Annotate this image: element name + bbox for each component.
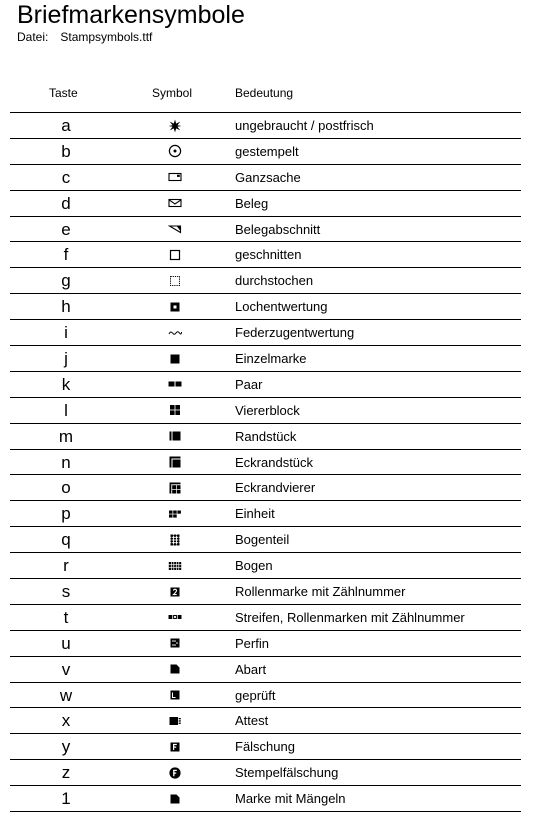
meaning-cell: Attest xyxy=(235,713,269,729)
header-meaning: Bedeutung xyxy=(235,86,294,100)
table-row xyxy=(10,631,521,657)
key-cell: f xyxy=(63,245,69,265)
table-row xyxy=(10,268,521,294)
margin-piece-icon xyxy=(155,424,195,449)
key-cell: t xyxy=(63,607,69,627)
key-cell: r xyxy=(63,556,69,576)
punched-square-icon xyxy=(155,294,195,319)
table-row xyxy=(10,191,521,217)
key-cell: b xyxy=(61,141,71,161)
table-row xyxy=(10,320,521,346)
full-sheet-icon xyxy=(155,553,195,578)
defect-icon xyxy=(155,786,195,811)
file-name: Stampsymbols.ttf xyxy=(60,30,153,44)
pair-icon xyxy=(155,372,195,397)
certificate-icon xyxy=(155,708,195,733)
meaning-cell: Fälschung xyxy=(235,739,295,755)
key-cell: y xyxy=(61,737,71,757)
meaning-cell: geprüft xyxy=(235,687,276,703)
key-cell: v xyxy=(61,659,71,679)
envelope-icon xyxy=(155,191,195,216)
block-of-four-icon xyxy=(155,398,195,423)
meaning-cell: Paar xyxy=(235,376,263,392)
table-row xyxy=(10,424,521,450)
perfin-icon xyxy=(155,631,195,656)
meaning-cell: geschnitten xyxy=(235,247,302,263)
meaning-cell: Marke mit Mängeln xyxy=(235,791,346,807)
meaning-cell: Ganzsache xyxy=(235,169,301,185)
wave-icon xyxy=(155,320,195,345)
table-row xyxy=(10,553,521,579)
meaning-cell: Federzugentwertung xyxy=(235,325,355,341)
meaning-cell: Belegabschnitt xyxy=(235,221,321,237)
meaning-cell: Einheit xyxy=(235,506,275,522)
key-cell: 1 xyxy=(61,789,71,809)
key-cell: q xyxy=(61,530,71,550)
key-cell: z xyxy=(61,763,71,783)
meaning-cell: Viererblock xyxy=(235,402,300,418)
symbol-table xyxy=(10,113,521,812)
key-cell: k xyxy=(61,374,71,394)
sheet-part-icon xyxy=(155,527,195,552)
cover-piece-icon xyxy=(155,217,195,242)
open-square-icon xyxy=(155,242,195,267)
table-row xyxy=(10,501,521,527)
header-key: Taste xyxy=(49,86,78,100)
table-row xyxy=(10,294,521,320)
key-cell: e xyxy=(61,219,71,239)
table-row xyxy=(10,708,521,734)
asterisk-star-icon xyxy=(155,113,195,138)
corner-piece-icon xyxy=(155,450,195,475)
meaning-cell: Perfin xyxy=(235,635,269,651)
table-row xyxy=(10,372,521,398)
table-row xyxy=(10,475,521,501)
key-cell: a xyxy=(61,116,71,135)
table-row xyxy=(10,734,521,760)
meaning-cell: Beleg xyxy=(235,195,269,211)
meaning-cell: Stempelfälschung xyxy=(235,765,339,781)
meaning-cell: Randstück xyxy=(235,428,297,444)
meaning-cell: ungebraucht / postfrisch xyxy=(235,118,374,133)
postal-card-icon xyxy=(155,165,195,190)
unit-icon xyxy=(155,501,195,526)
forged-cancel-icon xyxy=(155,760,195,785)
meaning-cell: Rollenmarke mit Zählnummer xyxy=(235,584,406,600)
key-cell: u xyxy=(61,633,71,653)
corner-block-icon xyxy=(155,475,195,500)
key-cell: i xyxy=(64,323,68,343)
meaning-cell: gestempelt xyxy=(235,143,299,159)
meaning-cell: Eckrandvierer xyxy=(235,480,316,496)
file-info xyxy=(17,30,152,44)
key-cell: s xyxy=(61,582,71,602)
meaning-cell: Bogenteil xyxy=(235,532,290,548)
table-row xyxy=(10,786,521,812)
key-cell: x xyxy=(61,711,71,731)
key-cell: m xyxy=(58,426,74,446)
meaning-cell: durchstochen xyxy=(235,273,314,289)
forgery-icon xyxy=(155,734,195,759)
meaning-cell: Eckrandstück xyxy=(235,454,314,470)
table-row xyxy=(10,165,521,191)
filled-square-icon xyxy=(155,346,195,371)
meaning-cell: Einzelmarke xyxy=(235,351,307,367)
table-row xyxy=(10,450,521,476)
key-cell: g xyxy=(61,271,71,291)
meaning-cell: Abart xyxy=(235,661,267,677)
page-title: Briefmarkensymbole xyxy=(17,1,245,29)
key-cell: w xyxy=(59,685,73,705)
coil-strip-icon xyxy=(155,605,195,630)
meaning-cell: Bogen xyxy=(235,558,273,574)
table-row xyxy=(10,346,521,372)
table-header xyxy=(10,86,521,104)
table-row xyxy=(10,139,521,165)
table-row xyxy=(10,113,521,139)
circled-dot-icon xyxy=(155,139,195,164)
key-cell: h xyxy=(61,297,71,317)
table-row xyxy=(10,242,521,268)
key-cell: n xyxy=(61,452,71,472)
coil-number-icon xyxy=(155,579,195,604)
key-cell: o xyxy=(61,478,71,498)
file-label: Datei: xyxy=(17,30,49,44)
table-row xyxy=(10,398,521,424)
table-row xyxy=(10,217,521,243)
table-row xyxy=(10,579,521,605)
key-cell: d xyxy=(61,193,71,213)
header-symbol: Symbol xyxy=(152,86,193,100)
table-row xyxy=(10,683,521,709)
key-cell: l xyxy=(64,400,68,420)
key-cell: j xyxy=(64,349,68,369)
table-row xyxy=(10,657,521,683)
key-cell: c xyxy=(61,167,71,187)
dotted-square-icon xyxy=(155,268,195,293)
meaning-cell: Lochentwertung xyxy=(235,299,328,315)
key-cell: p xyxy=(61,504,71,524)
table-row xyxy=(10,760,521,786)
table-row xyxy=(10,605,521,631)
table-row xyxy=(10,527,521,553)
meaning-cell: Streifen, Rollenmarken mit Zählnummer xyxy=(235,609,465,625)
variety-icon xyxy=(155,657,195,682)
expertized-icon xyxy=(155,683,195,708)
